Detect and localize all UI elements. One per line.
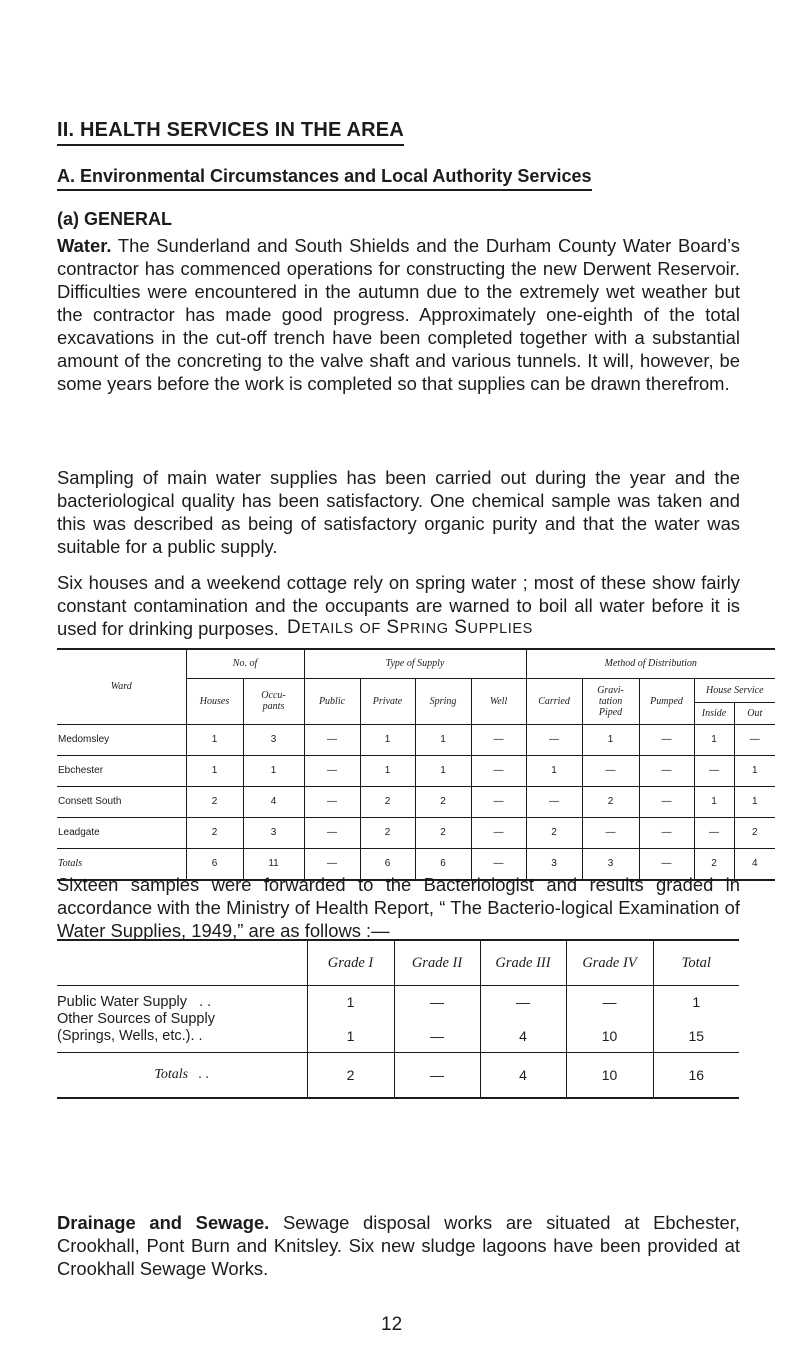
grades-cell-total: 1 15 bbox=[653, 986, 739, 1053]
table-cell: — bbox=[582, 817, 639, 848]
col-grade-1: Grade I bbox=[307, 940, 394, 986]
table-cell: 2 bbox=[415, 817, 471, 848]
label-public-water: Public Water Supply . . bbox=[57, 994, 212, 1010]
group-method-of-distribution: Method of Distribution bbox=[526, 649, 775, 678]
water-text: The Sunderland and South Shields and the Durham County Water Board’s contractor has commenced operations for constructing the new Derwent Reservoir. Difficulties were encountered in the autumn due to the extremely wet weather but the contractor has made good progress. Approximately one-eighth of the total excavations in the cut-off trench have been completed together with a substantial amount of the concreting to the valve shaft and various tunnels. It will, however, be some years before the work is completed so that supplies can be drawn therefrom. bbox=[57, 235, 740, 394]
table-cell: — bbox=[734, 724, 775, 755]
ward-name: Totals bbox=[58, 858, 83, 869]
sampling-paragraph: Sampling of main water supplies has been carried out during the year and the bacteriological quality has been satisfactory. One chemical sample was taken and this was described as being of satisfactory organic purity and that the water was suitable for a public supply. bbox=[57, 467, 740, 557]
table-cell: — bbox=[471, 755, 526, 786]
grades-cell-grade-1: 1 1 bbox=[307, 986, 394, 1053]
table-cell: 1 bbox=[243, 755, 304, 786]
col-public: Public bbox=[304, 678, 360, 724]
grades-total-grade-1: 2 bbox=[307, 1053, 394, 1099]
col-total: Total bbox=[653, 940, 739, 986]
table-cell: — bbox=[304, 724, 360, 755]
table-cell: 1 bbox=[186, 724, 243, 755]
section-heading: A. Environmental Circumstances and Local Authority Services bbox=[57, 166, 592, 191]
table-cell: 3 bbox=[526, 848, 582, 880]
grades-total-grade-2: — bbox=[394, 1053, 480, 1099]
table-cell: — bbox=[304, 848, 360, 880]
table-cell: 4 bbox=[734, 848, 775, 880]
col-occupants: Occu- pants bbox=[243, 678, 304, 724]
group-no-of: No. of bbox=[186, 649, 304, 678]
table-row bbox=[57, 817, 775, 848]
col-grade-3: Grade III bbox=[480, 940, 566, 986]
table-cell: 2 bbox=[186, 786, 243, 817]
table-cell: 4 bbox=[243, 786, 304, 817]
table-cell: 2 bbox=[415, 786, 471, 817]
table-cell: — bbox=[694, 817, 734, 848]
table-cell: 1 bbox=[582, 724, 639, 755]
col-carried: Carried bbox=[526, 678, 582, 724]
ward-name: Medomsley bbox=[58, 734, 110, 745]
table-cell: 2 bbox=[694, 848, 734, 880]
table-cell: — bbox=[471, 817, 526, 848]
col-ward: Ward bbox=[110, 681, 132, 693]
table-cell: — bbox=[526, 724, 582, 755]
table-cell: — bbox=[582, 755, 639, 786]
table-cell: — bbox=[639, 848, 694, 880]
col-out: Out bbox=[734, 702, 775, 724]
grades-totals-label: Totals . . bbox=[57, 1053, 307, 1099]
main-heading: II. HEALTH SERVICES IN THE AREA bbox=[57, 119, 404, 146]
subsection-heading: (a) GENERAL bbox=[57, 209, 173, 229]
table-cell: — bbox=[639, 755, 694, 786]
grades-cell-grade-3: — 4 bbox=[480, 986, 566, 1053]
table-cell: 1 bbox=[186, 755, 243, 786]
table-cell: 1 bbox=[360, 724, 415, 755]
table-row bbox=[57, 786, 775, 817]
table-cell: — bbox=[471, 724, 526, 755]
table-cell: 1 bbox=[734, 786, 775, 817]
col-houses: Houses bbox=[186, 678, 243, 724]
table-cell: 2 bbox=[526, 817, 582, 848]
col-grade-2: Grade II bbox=[394, 940, 480, 986]
grades-table bbox=[57, 939, 739, 1099]
col-private: Private bbox=[360, 678, 415, 724]
table-cell: 1 bbox=[415, 724, 471, 755]
col-gravitation-piped: Gravi- tation Piped bbox=[582, 678, 639, 724]
ward-name: Leadgate bbox=[58, 827, 100, 838]
grades-corner bbox=[57, 940, 307, 986]
grades-cell-grade-4: — 10 bbox=[566, 986, 653, 1053]
table-cell: — bbox=[304, 817, 360, 848]
table-row bbox=[57, 755, 775, 786]
table-cell: 1 bbox=[415, 755, 471, 786]
drainage-lead: Drainage and Sewage. bbox=[57, 1212, 270, 1233]
table-cell: 3 bbox=[243, 817, 304, 848]
table-cell: 2 bbox=[360, 817, 415, 848]
spring-supplies-table bbox=[57, 648, 775, 881]
ward-name: Consett South bbox=[58, 796, 122, 807]
grades-total-total: 16 bbox=[653, 1053, 739, 1099]
table-cell: 1 bbox=[694, 724, 734, 755]
table-cell: 2 bbox=[734, 817, 775, 848]
sixteen-samples-paragraph: Sixteen samples were forwarded to the Bacteriologist and results graded in accordance with the Ministry of Health Report, “ The Bacterio-logical Examination of Water Supplies, 1949,” are as follows :— bbox=[57, 874, 740, 941]
table-cell: — bbox=[694, 755, 734, 786]
col-well: Well bbox=[471, 678, 526, 724]
table-cell: — bbox=[304, 786, 360, 817]
grades-row-labels bbox=[57, 986, 307, 1053]
grades-total-grade-4: 10 bbox=[566, 1053, 653, 1099]
table-cell: 1 bbox=[734, 755, 775, 786]
table-cell: 6 bbox=[415, 848, 471, 880]
table-cell: — bbox=[471, 786, 526, 817]
col-pumped: Pumped bbox=[639, 678, 694, 724]
grades-total-grade-3: 4 bbox=[480, 1053, 566, 1099]
table-cell: 2 bbox=[360, 786, 415, 817]
table-row bbox=[57, 724, 775, 755]
col-spring: Spring bbox=[415, 678, 471, 724]
label-other-sources: Other Sources of Supply bbox=[57, 1011, 215, 1027]
table-cell: — bbox=[304, 755, 360, 786]
drainage-text: Sewage disposal works are situated at Ebchester, Crookhall, Pont Burn and Knitsley. Six new sludge lagoons have been provided at Crookhall Sewage Works. bbox=[57, 1212, 741, 1279]
group-type-of-supply: Type of Supply bbox=[304, 649, 526, 678]
page-number: 12 bbox=[381, 1314, 403, 1335]
spring-supplies-title: DETAILS OF SPRING SUPPLIES bbox=[287, 617, 533, 638]
table-cell: 1 bbox=[526, 755, 582, 786]
label-springs-wells: (Springs, Wells, etc.). . bbox=[57, 1028, 203, 1044]
table-cell: 1 bbox=[360, 755, 415, 786]
table-cell: 1 bbox=[694, 786, 734, 817]
table-cell: 2 bbox=[582, 786, 639, 817]
table-cell: — bbox=[639, 724, 694, 755]
ward-name: Ebchester bbox=[58, 765, 104, 776]
table-cell: 2 bbox=[186, 817, 243, 848]
col-grade-4: Grade IV bbox=[566, 940, 653, 986]
water-lead: Water. bbox=[57, 235, 112, 256]
drainage-paragraph bbox=[57, 1211, 740, 1280]
table-cell: 3 bbox=[243, 724, 304, 755]
grades-cell-grade-2: — — bbox=[394, 986, 480, 1053]
table-cell: 11 bbox=[243, 848, 304, 880]
table-cell: 3 bbox=[582, 848, 639, 880]
group-house-service: House Service bbox=[694, 678, 775, 702]
table-cell: 6 bbox=[186, 848, 243, 880]
table-cell: 6 bbox=[360, 848, 415, 880]
table-cell: — bbox=[639, 786, 694, 817]
water-paragraph bbox=[57, 234, 740, 395]
table-cell: — bbox=[639, 817, 694, 848]
spring-paragraph: Six houses and a weekend cottage rely on spring water ; most of these show fairly constant contamination and the occupants are warned to boil all water before it is used for drinking purposes. bbox=[57, 572, 740, 639]
table-cell: — bbox=[471, 848, 526, 880]
table-cell: — bbox=[526, 786, 582, 817]
col-inside: Inside bbox=[694, 702, 734, 724]
